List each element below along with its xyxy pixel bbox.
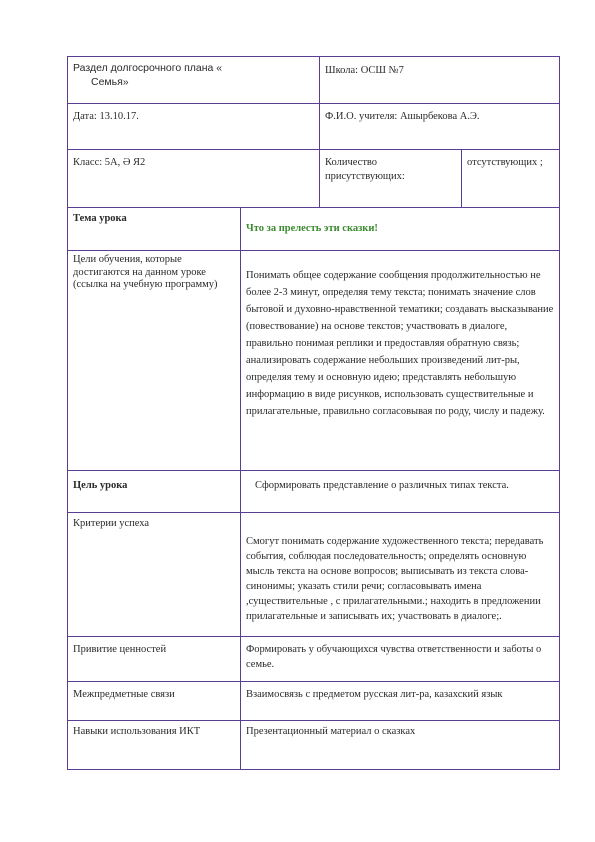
lesson-goal-value-cell <box>240 471 559 512</box>
class-cell <box>68 150 319 207</box>
date-value: Дата: 13.10.17. <box>73 111 139 122</box>
row-cross-curricular <box>68 682 559 721</box>
values-value-cell <box>240 637 559 681</box>
row-date-teacher <box>68 104 559 150</box>
lesson-plan-table <box>67 56 560 770</box>
values-label-cell <box>68 637 240 681</box>
learning-goals-label: Цели обучения, которые достигаются на данном уроке (ссылка на учебную программу) <box>73 254 218 291</box>
lesson-goal-label: Цель урока <box>73 480 128 491</box>
cross-curricular-value-cell <box>240 682 559 720</box>
present-count-label: Количество присутствующих: <box>325 157 405 182</box>
teacher-value: Ф.И.О. учителя: Ашырбекова А.Э. <box>325 111 480 122</box>
topic-value-cell <box>240 208 559 250</box>
lesson-goal-label-cell <box>68 471 240 512</box>
topic-value: Что за прелесть эти сказки! <box>246 223 378 234</box>
row-learning-goals <box>68 251 559 471</box>
section-label: Раздел долгосрочного плана « <box>73 62 223 74</box>
values-label: Привитие ценностей <box>73 644 167 655</box>
ict-label-cell <box>68 721 240 769</box>
school-value: Школа: ОСШ №7 <box>325 65 404 76</box>
row-values <box>68 637 559 682</box>
cross-curricular-value: Взаимосвязь с предметом русская лит-ра, казахский язык <box>246 689 503 700</box>
row-section-school <box>68 57 559 104</box>
section-cell <box>68 57 319 103</box>
ict-label: Навыки использования ИКТ <box>73 726 201 737</box>
row-class-attendance <box>68 150 559 208</box>
success-criteria-value-cell <box>240 513 559 636</box>
teacher-cell <box>319 104 559 149</box>
row-ict <box>68 721 559 769</box>
topic-label: Тема урока <box>73 213 127 224</box>
success-criteria-label-cell <box>68 513 240 636</box>
learning-goals-label-cell <box>68 251 240 470</box>
learning-goals-value-cell <box>240 251 559 470</box>
school-cell <box>319 57 559 103</box>
cross-curricular-label: Межпредметные связи <box>73 689 175 700</box>
cross-curricular-label-cell <box>68 682 240 720</box>
class-value: Класс: 5А, Ә Я2 <box>73 157 146 168</box>
absent-cell <box>461 150 559 207</box>
learning-goals-value: Понимать общее содержание сообщения продолжительностью не более 2-3 минут, определяя тему текста; понимать значение слов бытовой и духовно-нравственной тематики; создавать высказывание (повествование) на основе текстов; участвовать в диалоге, правильно понимая реплики и предоставляя обратную связь; анализировать содержание небольших произведений лит-ры, определяя тему и основную идею; представлять небольшую информацию в виде рисунков, использовать существительные и прилагательные, правильно согласовывая по роду, числу и падежу. <box>246 270 554 417</box>
topic-label-cell <box>68 208 240 250</box>
success-criteria-value: Смогут понимать содержание художественного текста; передавать события, соблюдая последовательность; определять основную мысль текста на основе вопросов; выписывать из текста слова-синонимы; указать стили речи; согласовывать имена ,существительные , с прилагательными.; находить в предложении прилагательные и записывать их; участвовать в диалоге;. <box>246 536 544 622</box>
ict-value-cell <box>240 721 559 769</box>
absent-count-label: отсутствующих ; <box>467 157 543 168</box>
lesson-goal-value: Сформировать представление о различных типах текста. <box>255 480 509 491</box>
present-cell <box>319 150 461 207</box>
values-value: Формировать у обучающихся чувства ответственности и заботы о семье. <box>246 644 542 670</box>
row-lesson-goal <box>68 471 559 513</box>
date-cell <box>68 104 319 149</box>
success-criteria-label: Критерии успеха <box>73 518 150 529</box>
ict-value: Презентационный материал о сказках <box>246 726 416 737</box>
row-topic <box>68 208 559 251</box>
row-success-criteria <box>68 513 559 637</box>
section-value: Семья» <box>91 76 129 89</box>
